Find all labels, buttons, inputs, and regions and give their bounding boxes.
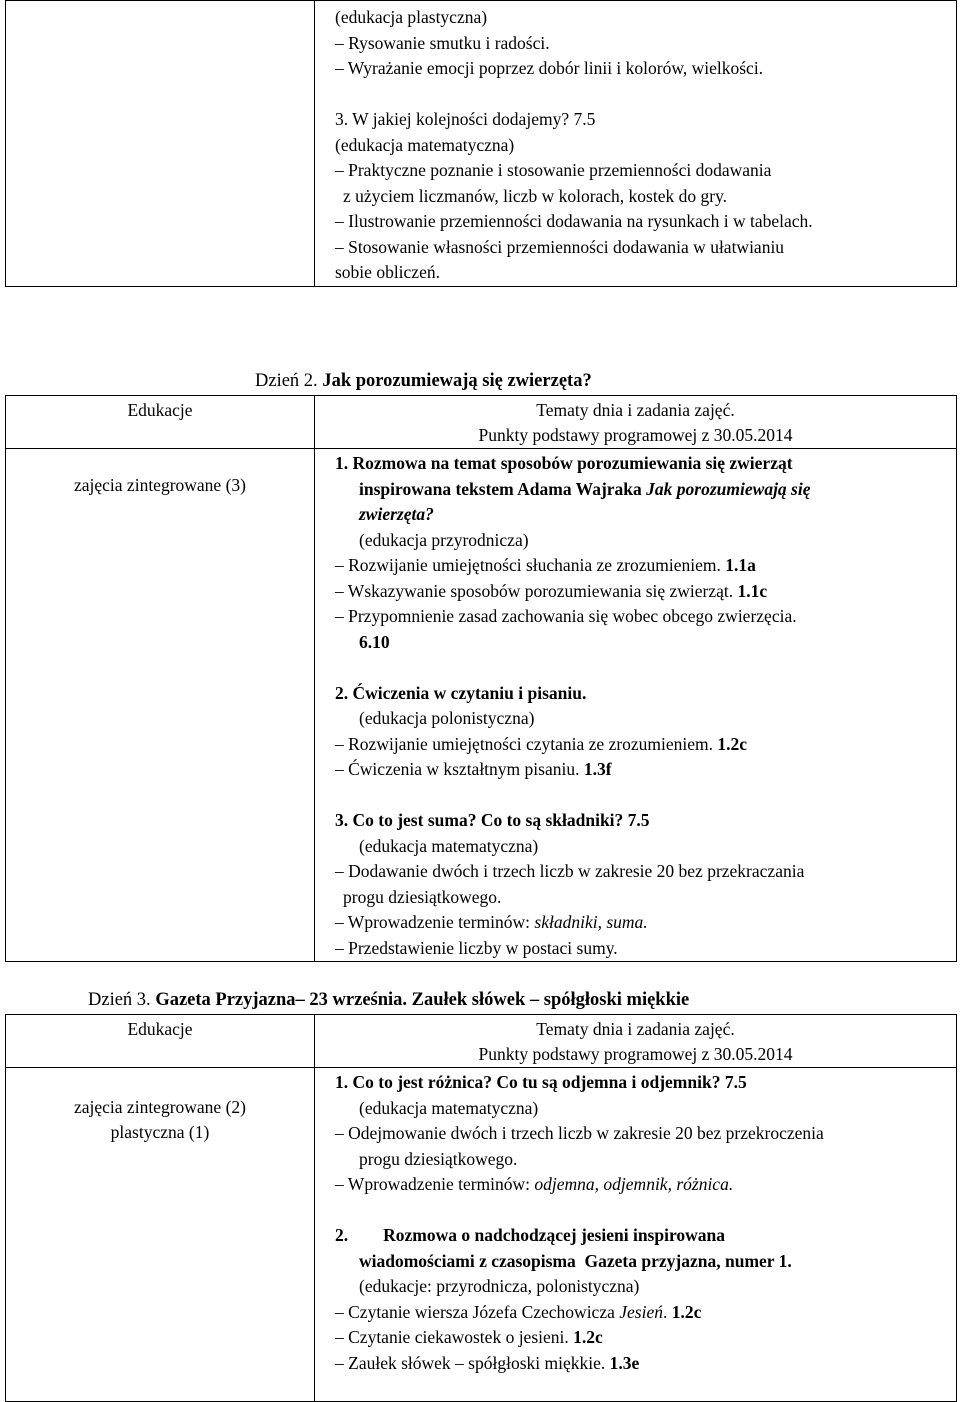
section-title: 2. Ćwiczenia w czytaniu i pisaniu. [335,682,587,703]
list-item-continued: sobie obliczeń. [335,262,440,282]
topics-cell [315,1,957,287]
header-edukacje-label: Edukacje [127,400,193,420]
topics-cell [315,1068,957,1402]
header-topics-line-2: Punkty podstawy programowej z 30.05.2014 [478,425,793,445]
header-edukacje-label: Edukacje [127,1019,193,1039]
subject-label: (edukacje: przyrodnicza, polonistyczna) [359,1276,640,1296]
list-item: – Ilustrowanie przemienności dodawania na rysunkach i w tabelach. [335,211,813,231]
left-cell-empty [6,1,315,287]
list-item: – Wskazywanie sposobów porozumiewania się zwierząt. 1.1c [335,580,768,601]
day-3-title: Gazeta Przyjazna– 23 września. Zaułek słówek – spółgłoski miękkie [155,990,690,1010]
section-title: 3. W jakiej kolejności dodajemy? 7.5 [335,109,596,129]
left-subjects [6,449,315,962]
list-item: – Przypomnienie zasad zachowania się wobec obcego zwierzęcia. [335,606,797,626]
list-item: – Zaułek słówek – spółgłoski miękkie. 1.3e [335,1352,640,1373]
header-topics-line-1: Tematy dnia i zadania zajęć. [536,1019,735,1039]
section-title: 3. Co to jest suma? Co to są składniki? 7.5 [335,810,650,830]
list-item: – Rozwijanie umiejętności czytania ze zrozumieniem. 1.2c [335,733,748,754]
list-item: – Rysowanie smutku i radości. [335,32,550,53]
list-item: – Stosowanie własności przemienności dodawania w ułatwianiu [335,236,785,257]
section-title-continued: inspirowana tekstem Adama Wajraka Jak porozumiewają się [359,478,811,499]
list-item-code: 6.10 [359,631,390,652]
list-item-continued: progu dziesiątkowego. [343,886,502,907]
list-item: – Rozwijanie umiejętności słuchania ze zrozumieniem. 1.1a [335,555,756,575]
list-item-continued: progu dziesiątkowego. [359,1148,518,1169]
subjects-label: zajęcia zintegrowane (3) [74,475,246,495]
list-item: – Praktyczne poznanie i stosowanie przemienności dodawania [335,160,772,180]
section-title-continued: wiadomościami z czasopisma Gazeta przyjazna, numer 1. [359,1250,792,1271]
subjects-label-2: plastyczna (1) [110,1122,210,1142]
header-topics-line-1: Tematy dnia i zadania zajęć. [536,400,735,420]
list-item: – Dodawanie dwóch i trzech liczb w zakresie 20 bez przekraczania [335,861,805,881]
subject-label: (edukacja matematyczna) [359,835,539,856]
list-item-continued: z użyciem liczmanów, liczb w kolorach, kostek do gry. [343,185,728,206]
list-item: – Ćwiczenia w kształtnym pisaniu. 1.3f [335,759,612,779]
table-day-2 [5,395,957,962]
day-3-heading [88,988,689,1012]
list-item: – Wprowadzenie terminów: odjemna, odjemnik, różnica. [335,1174,734,1194]
subject-label: (edukacja przyrodnicza) [359,529,529,550]
header-edukacje [6,1015,315,1068]
day-2-prefix: Dzień 2. [255,371,323,391]
table-continuation [5,0,957,287]
list-item: – Wyrażanie emocji poprzez dobór linii i kolorów, wielkości. [335,58,764,78]
subject-label: (edukacja plastyczna) [335,7,488,27]
header-topics-line-2: Punkty podstawy programowej z 30.05.2014 [478,1044,793,1064]
section-title-continued: zwierzęta? [359,504,434,524]
section-title: 1. Co to jest różnica? Co tu są odjemna i odjemnik? 7.5 [335,1072,747,1092]
section-title: 2. Rozmowa o nadchodzącej jesieni inspirowana [335,1225,726,1245]
section-title: 1. Rozmowa na temat sposobów porozumiewania się zwierząt [335,453,793,473]
topics-cell [315,449,957,962]
header-edukacje [6,396,315,449]
list-item: – Czytanie wiersza Józefa Czechowicza Jesień. 1.2c [335,1301,702,1322]
left-subjects [6,1068,315,1402]
header-topics [315,396,957,449]
day-2-heading [255,369,592,393]
subject-label: (edukacja matematyczna) [335,134,515,155]
table-day-3 [5,1014,957,1402]
subject-label: (edukacja polonistyczna) [359,708,535,728]
subject-label: (edukacja matematyczna) [359,1097,539,1118]
day-3-prefix: Dzień 3. [88,990,156,1010]
day-2-title: Jak porozumiewają się zwierzęta? [322,371,592,391]
list-item: – Odejmowanie dwóch i trzech liczb w zakresie 20 bez przekroczenia [335,1123,824,1143]
list-item: – Przedstawienie liczby w postaci sumy. [335,937,618,958]
list-item: – Czytanie ciekawostek o jesieni. 1.2c [335,1327,603,1347]
list-item: – Wprowadzenie terminów: składniki, suma. [335,912,648,932]
subjects-label-1: zajęcia zintegrowane (2) [74,1097,246,1117]
header-topics [315,1015,957,1068]
